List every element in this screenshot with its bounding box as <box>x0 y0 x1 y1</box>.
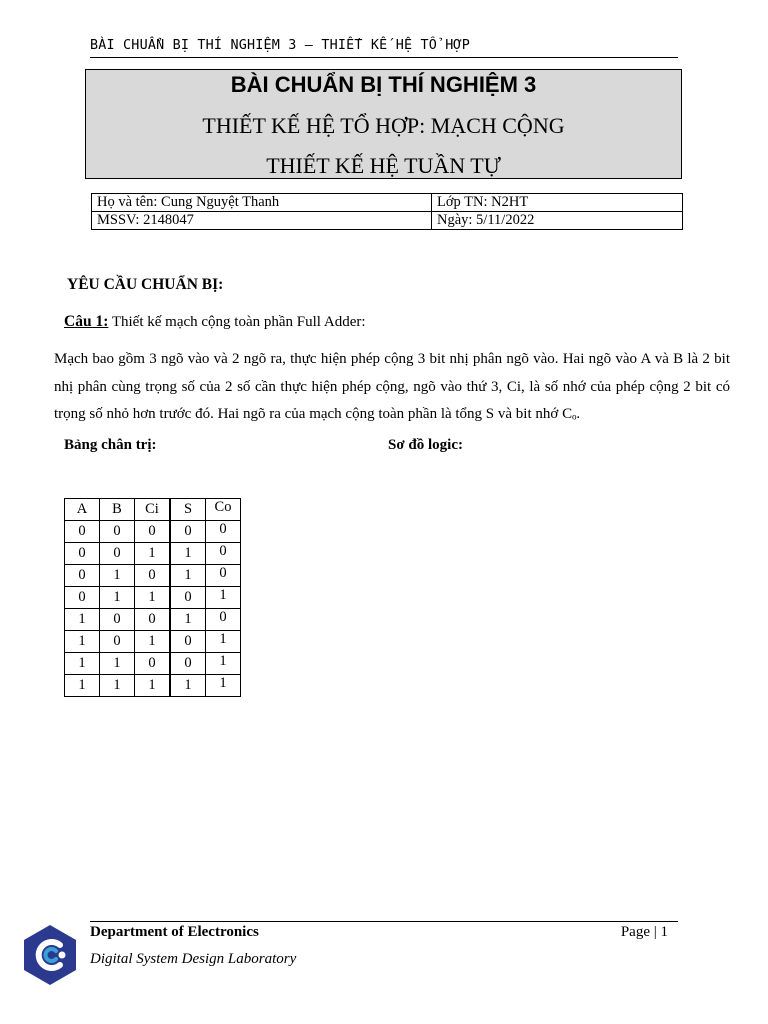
document-subtitle-1: THIẾT KẾ HỆ TỔ HỢP: MẠCH CỘNG <box>202 113 565 138</box>
cell-ci: 0 <box>135 565 171 587</box>
section-heading: YÊU CẦU CHUẨN BỊ: <box>67 276 224 293</box>
cell-co: 0 <box>206 521 241 543</box>
table-row <box>65 675 241 697</box>
table-row <box>65 565 241 587</box>
table-row <box>65 543 241 565</box>
table-row <box>65 587 241 609</box>
header-co: Co <box>206 499 241 521</box>
running-header: BÀI CHUẨN BỊ THÍ NGHIỆM 3 – THIẾT KẾ HỆ TỔ HỢP <box>90 38 678 58</box>
student-name: Họ và tên: Cung Nguyệt Thanh <box>92 194 432 212</box>
class-code: Lớp TN: N2HT <box>432 194 683 212</box>
cell-b: 1 <box>100 587 135 609</box>
table-row <box>65 609 241 631</box>
truth-table-header-row <box>65 499 241 521</box>
department-logo-icon <box>22 923 78 987</box>
footer-lab-name: Digital System Design Laboratory <box>90 951 297 967</box>
logic-diagram-label: Sơ đồ logic: <box>388 437 463 453</box>
cell-co: 1 <box>206 653 241 675</box>
cell-s: 1 <box>170 565 206 587</box>
footer-department: Department of Electronics <box>90 924 259 940</box>
cell-ci: 1 <box>135 587 171 609</box>
cell-co: 1 <box>206 587 241 609</box>
cell-a: 1 <box>65 675 100 697</box>
cell-s: 0 <box>170 521 206 543</box>
student-id: MSSV: 2148047 <box>92 212 432 230</box>
cell-s: 0 <box>170 653 206 675</box>
logo-hexagon <box>24 925 76 985</box>
table-row <box>65 631 241 653</box>
info-row <box>92 212 683 230</box>
cell-s: 1 <box>170 675 206 697</box>
cell-ci: 1 <box>135 675 171 697</box>
header-b: B <box>100 499 135 521</box>
cell-s: 1 <box>170 609 206 631</box>
document-title: BÀI CHUẨN BỊ THÍ NGHIỆM 3 <box>230 72 537 97</box>
title-box <box>85 69 682 179</box>
cell-b: 0 <box>100 543 135 565</box>
logo-dot <box>59 952 66 959</box>
truth-table-label: Bảng chân trị: <box>64 437 157 453</box>
cell-b: 0 <box>100 609 135 631</box>
info-row <box>92 194 683 212</box>
cell-ci: 0 <box>135 653 171 675</box>
description-paragraph: Mạch bao gồm 3 ngõ vào và 2 ngõ ra, thực hiện phép cộng 3 bit nhị phân ngõ vào. Hai ngõ vào A và B là 2 bit nhị phân cùng trọng số của 2 số cần thực hiện phép cộng, ngõ vào thứ 3, Ci, là số nhớ của phép cộng 2 bit có trọng số nhỏ hơn trước đó. Hai ngõ ra của mạch cộng toàn phần là tổng S và bit nhớ Cₒ. <box>54 351 730 422</box>
truth-table <box>64 498 241 697</box>
cell-a: 0 <box>65 521 100 543</box>
page-number: Page | 1 <box>620 924 668 940</box>
cell-co: 0 <box>206 565 241 587</box>
footer-divider <box>90 921 678 922</box>
table-row <box>65 521 241 543</box>
cell-ci: 1 <box>135 543 171 565</box>
cell-b: 0 <box>100 521 135 543</box>
cell-b: 1 <box>100 675 135 697</box>
question-text: Thiết kế mạch cộng toàn phần Full Adder: <box>108 314 366 330</box>
date: Ngày: 5/11/2022 <box>432 212 683 230</box>
cell-a: 1 <box>65 631 100 653</box>
question-line <box>64 313 366 331</box>
header-a: A <box>65 499 100 521</box>
cell-a: 1 <box>65 609 100 631</box>
cell-co: 1 <box>206 675 241 697</box>
cell-b: 1 <box>100 565 135 587</box>
cell-b: 1 <box>100 653 135 675</box>
cell-ci: 0 <box>135 609 171 631</box>
cell-a: 1 <box>65 653 100 675</box>
cell-a: 0 <box>65 565 100 587</box>
cell-s: 0 <box>170 631 206 653</box>
document-subtitle-2: THIẾT KẾ HỆ TUẦN TỰ <box>266 153 501 178</box>
cell-a: 0 <box>65 587 100 609</box>
cell-co: 0 <box>206 609 241 631</box>
header-ci: Ci <box>135 499 171 521</box>
cell-co: 1 <box>206 631 241 653</box>
cell-s: 1 <box>170 543 206 565</box>
header-s: S <box>170 499 206 521</box>
student-info-table <box>91 193 683 230</box>
table-row <box>65 653 241 675</box>
question-label: Câu 1: <box>64 313 109 330</box>
cell-a: 0 <box>65 543 100 565</box>
cell-ci: 0 <box>135 521 171 543</box>
cell-b: 0 <box>100 631 135 653</box>
cell-co: 0 <box>206 543 241 565</box>
cell-s: 0 <box>170 587 206 609</box>
cell-ci: 1 <box>135 631 171 653</box>
